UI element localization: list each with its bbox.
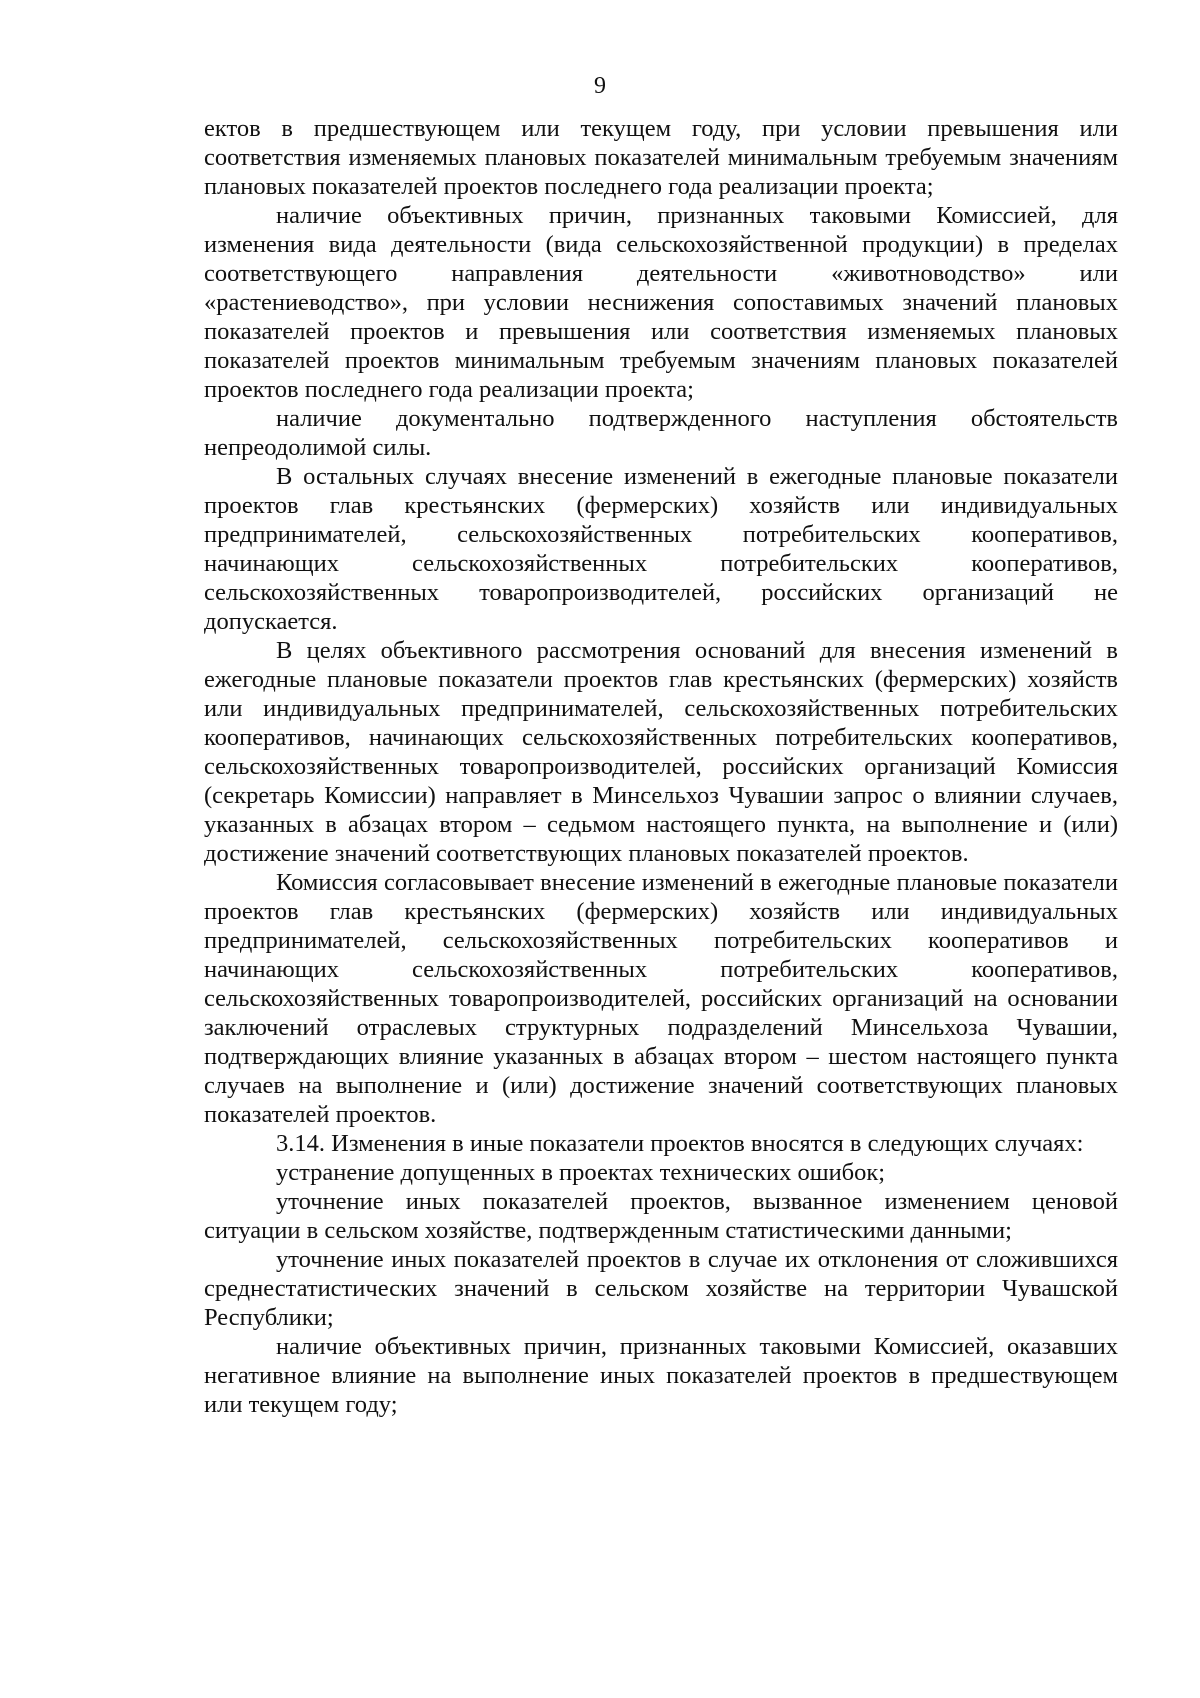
paragraph-activity-change: наличие объективных причин, признанных таковыми Комиссией, для изменения вида деятельности (вида сельскохозяйственной продукции) в пределах соответствующего направления деятельности «животноводство» или «растениеводство», при условии неснижения сопоставимых значений плановых показателей проектов и превышения или соответствия изменяемых плановых показателей проектов минимальным требуемым значениям плановых показателей проектов последнего года реализации проекта; [204, 202, 1118, 403]
paragraph-force-majeure: наличие документально подтвержденного наступления обстоятельств непреодолимой силы. [204, 405, 1118, 461]
document-body [204, 114, 1118, 1419]
page-number: 9 [594, 73, 606, 99]
paragraph-other-cases: В остальных случаях внесение изменений в ежегодные плановые показатели проектов глав крестьянских (фермерских) хозяйств или индивидуальных предпринимателей, сельскохозяйственных потребительских кооперативов, начинающих сельскохозяйственных потребительских кооперативов, сельскохозяйственных товаропроизводителей, российских организаций не допускается. [204, 463, 1118, 635]
paragraph-commission-request: В целях объективного рассмотрения оснований для внесения изменений в ежегодные плановые показатели проектов глав крестьянских (фермерских) хозяйств или индивидуальных предпринимателей, сельскохозяйственных потребительских кооперативов, начинающих сельскохозяйственных потребительских кооперативов, сельскохозяйственных товаропроизводителей, российских организаций Комиссия (секретарь Комиссии) направляет в Минсельхоз Чувашии запрос о влиянии случаев, указанных в абзацах втором – седьмом настоящего пункта, на выполнение и (или) достижение значений соответствующих плановых показателей проектов. [204, 637, 1118, 867]
paragraph-objective-reasons: наличие объективных причин, признанных таковыми Комиссией, оказавших негативное влияние на выполнение иных показателей проектов в предшествующем или текущем году; [204, 1333, 1118, 1418]
paragraph-section-3-14: 3.14. Изменения в иные показатели проектов вносятся в следующих случаях: [276, 1130, 1084, 1157]
paragraph-statistical-deviation: уточнение иных показателей проектов в случае их отклонения от сложившихся среднестатистических значений в сельском хозяйстве на территории Чувашской Республики; [204, 1246, 1118, 1331]
paragraph-price-situation: уточнение иных показателей проектов, вызванное изменением ценовой ситуации в сельском хозяйстве, подтвержденным статистическими данными; [204, 1188, 1118, 1244]
paragraph-continuation: ектов в предшествующем или текущем году, при условии превышения или соответствия изменяемых плановых показателей минимальным требуемым значениям плановых показателей проектов последнего года реализации проекта; [204, 115, 1118, 200]
paragraph-commission-approval: Комиссия согласовывает внесение изменений в ежегодные плановые показатели проектов глав крестьянских (фермерских) хозяйств или индивидуальных предпринимателей, сельскохозяйственных потребительских кооперативов и начинающих сельскохозяйственных потребительских кооперативов, сельскохозяйственных товаропроизводителей, российских организаций на основании заключений отраслевых структурных подразделений Минсельхоза Чувашии, подтверждающих влияние указанных в абзацах втором – шестом настоящего пункта случаев на выполнение и (или) достижение значений соответствующих плановых показателей проектов. [204, 869, 1118, 1128]
paragraph-technical-errors: устранение допущенных в проектах технических ошибок; [276, 1159, 886, 1186]
